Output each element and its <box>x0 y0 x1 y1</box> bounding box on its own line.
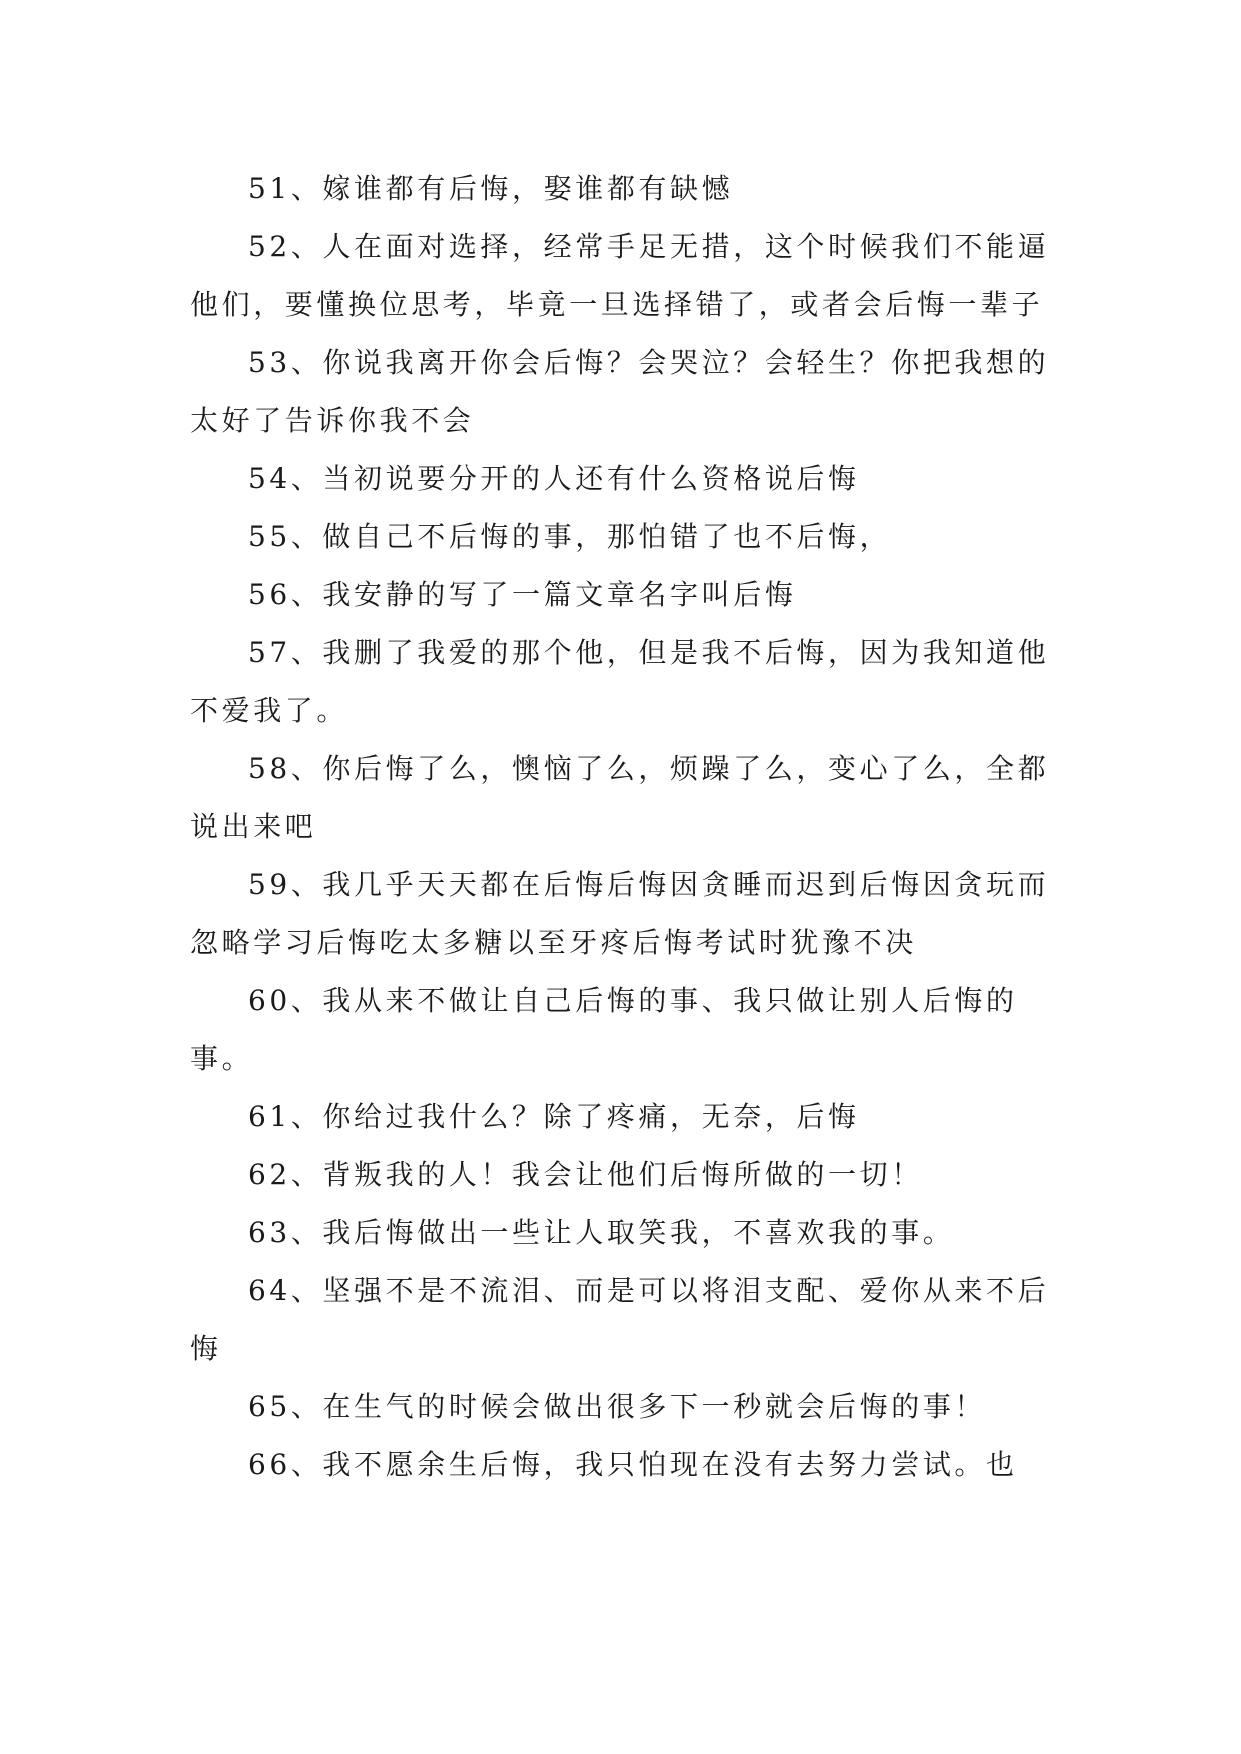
paragraph-57: 57、我删了我爱的那个他，但是我不后悔，因为我知道他不爱我了。 <box>190 636 1050 727</box>
paragraph-51: 51、嫁谁都有后悔，娶谁都有缺憾 <box>248 172 734 205</box>
paragraph-65: 65、在生气的时候会做出很多下一秒就会后悔的事！ <box>248 1390 987 1423</box>
paragraph-52: 52、人在面对选择，经常手足无措，这个时候我们不能逼他们，要懂换位思考，毕竟一旦选择错了，或者会后悔一辈子 <box>190 230 1050 321</box>
paragraph-63: 63、我后悔做出一些让人取笑我，不喜欢我的事。 <box>248 1216 955 1249</box>
document-body <box>190 160 1060 1494</box>
paragraph-59: 59、我几乎天天都在后悔后悔因贪睡而迟到后悔因贪玩而忽略学习后悔吃太多糖以至牙疼后悔考试时犹豫不决 <box>190 868 1050 959</box>
paragraph-58: 58、你后悔了么，懊恼了么，烦躁了么，变心了么，全都说出来吧 <box>190 752 1050 843</box>
paragraph-66: 66、我不愿余生后悔，我只怕现在没有去努力尝试。也 <box>248 1448 1018 1481</box>
paragraph-56: 56、我安静的写了一篇文章名字叫后悔 <box>248 578 797 611</box>
paragraph-64: 64、坚强不是不流泪、而是可以将泪支配、爱你从来不后悔 <box>190 1274 1050 1365</box>
paragraph-62: 62、背叛我的人！我会让他们后悔所做的一切！ <box>248 1158 923 1191</box>
paragraph-60: 60、我从来不做让自己后悔的事、我只做让别人后悔的事。 <box>190 984 1018 1075</box>
paragraph-55: 55、做自己不后悔的事，那怕错了也不后悔， <box>248 520 892 553</box>
paragraph-54: 54、当初说要分开的人还有什么资格说后悔 <box>248 462 860 495</box>
paragraph-53: 53、你说我离开你会后悔？会哭泣？会轻生？你把我想的太好了告诉你我不会 <box>190 346 1050 437</box>
paragraph-61: 61、你给过我什么？除了疼痛，无奈，后悔 <box>248 1100 860 1133</box>
